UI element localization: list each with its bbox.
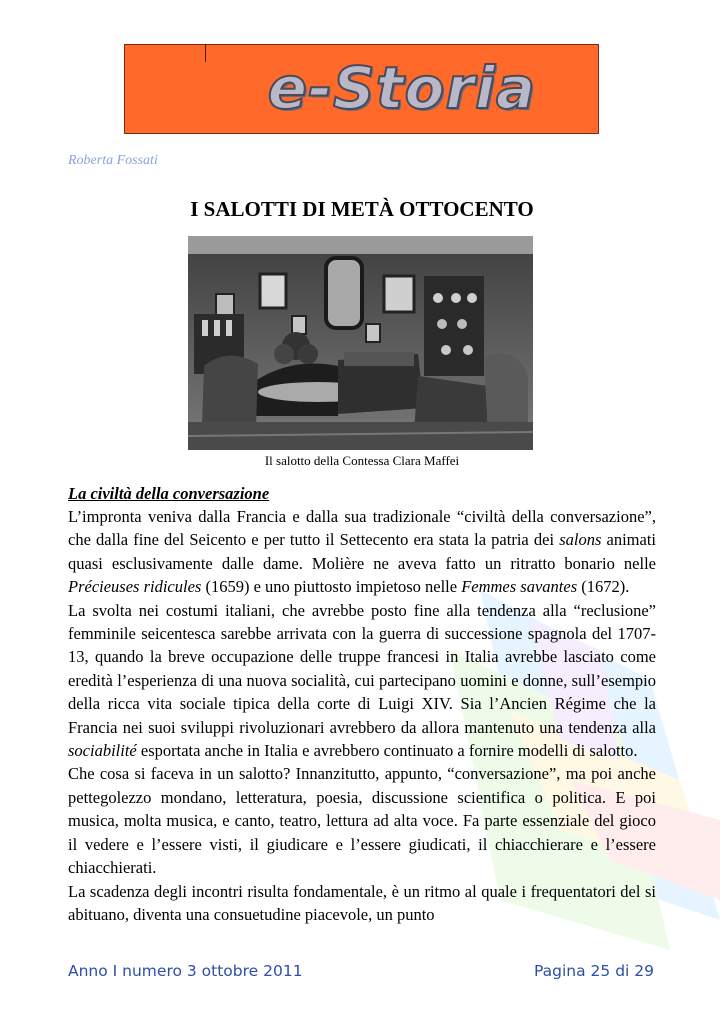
text-run: La scadenza degli incontri risulta fondamentale, è un ritmo al quale i frequentatori del si abituano, diventa una consuetudine piacevole, un punto	[68, 881, 656, 924]
text-run: L’impronta veniva dalla Francia e dalla sua tradizionale “civiltà della conversazione”, che dalla fine del Seicento e per tutto il Settecento era stata la patria dei	[68, 507, 656, 550]
body-paragraph	[68, 762, 656, 879]
footer-page-number: Pagina 25 di 29	[534, 962, 654, 980]
photo-caption: Il salotto della Contessa Clara Maffei	[264, 453, 460, 468]
article-body	[68, 505, 656, 926]
section-heading: La civiltà della conversazione	[68, 484, 270, 503]
body-paragraph	[68, 599, 656, 763]
italic-title-run: Précieuses ridicules	[68, 577, 202, 597]
text-run: esportata anche in Italia e avrebbero continuato a fornire modelli di salotto.	[136, 741, 638, 761]
body-paragraph	[68, 505, 656, 599]
text-run: animati quasi esclusivamente dalle dame. Molière ne aveva fatto un ritratto bonario nelle	[68, 530, 656, 573]
text-run: (1672).	[577, 577, 630, 597]
text-run: Che cosa si faceva in un salotto? Innanzitutto, appunto, “conversazione”, ma poi anche pettegolezzo mondano, letteratura, poesia, discussione scientifica o politica. E poi musica, molta musica, e canto, teatro, lettura ad alta voce. Fa parte essenziale del gioco il vedere e l’essere visti, il giudicare e l’essere giudicati, il chiacchierare e l’essere chiacchierati.	[68, 764, 656, 878]
logo-tick	[205, 44, 206, 62]
logo-text: e-Storia	[267, 54, 536, 122]
footer-issue: Anno I numero 3 ottobre 2011	[68, 962, 303, 980]
body-paragraph	[68, 880, 656, 927]
article-title: I SALOTTI DI METÀ OTTOCENTO	[190, 197, 534, 221]
italic-title-run: salons	[559, 530, 602, 550]
author-name: Roberta Fossati	[68, 153, 158, 168]
italic-title-run: Femmes savantes	[461, 577, 578, 597]
salon-photo	[188, 236, 533, 450]
text-run: La svolta nei costumi italiani, che avrebbe posto fine alla tendenza alla “reclusione” femminile seicentesca sarebbe arrivata con la guerra di successione spagnola del 1707-13, quando la breve occupazione delle truppe francesi in Italia avrebbe lasciato come eredità l’esperienza di una nuova socialità, cui partecipano uomini e donne, sull’esempio della ricca vita sociale tipica della corte di Luigi XIV. Sia l’Ancien Régime che la Francia nei suoi sviluppi rivoluzionari avrebbero da allora mantenuto una tendenza alla	[68, 600, 656, 737]
text-run: (1659) e uno piuttosto impietoso nelle	[201, 577, 462, 597]
e-storia-logo	[124, 44, 599, 134]
italic-title-run: sociabilité	[68, 741, 137, 761]
salon-illustration	[188, 236, 533, 450]
